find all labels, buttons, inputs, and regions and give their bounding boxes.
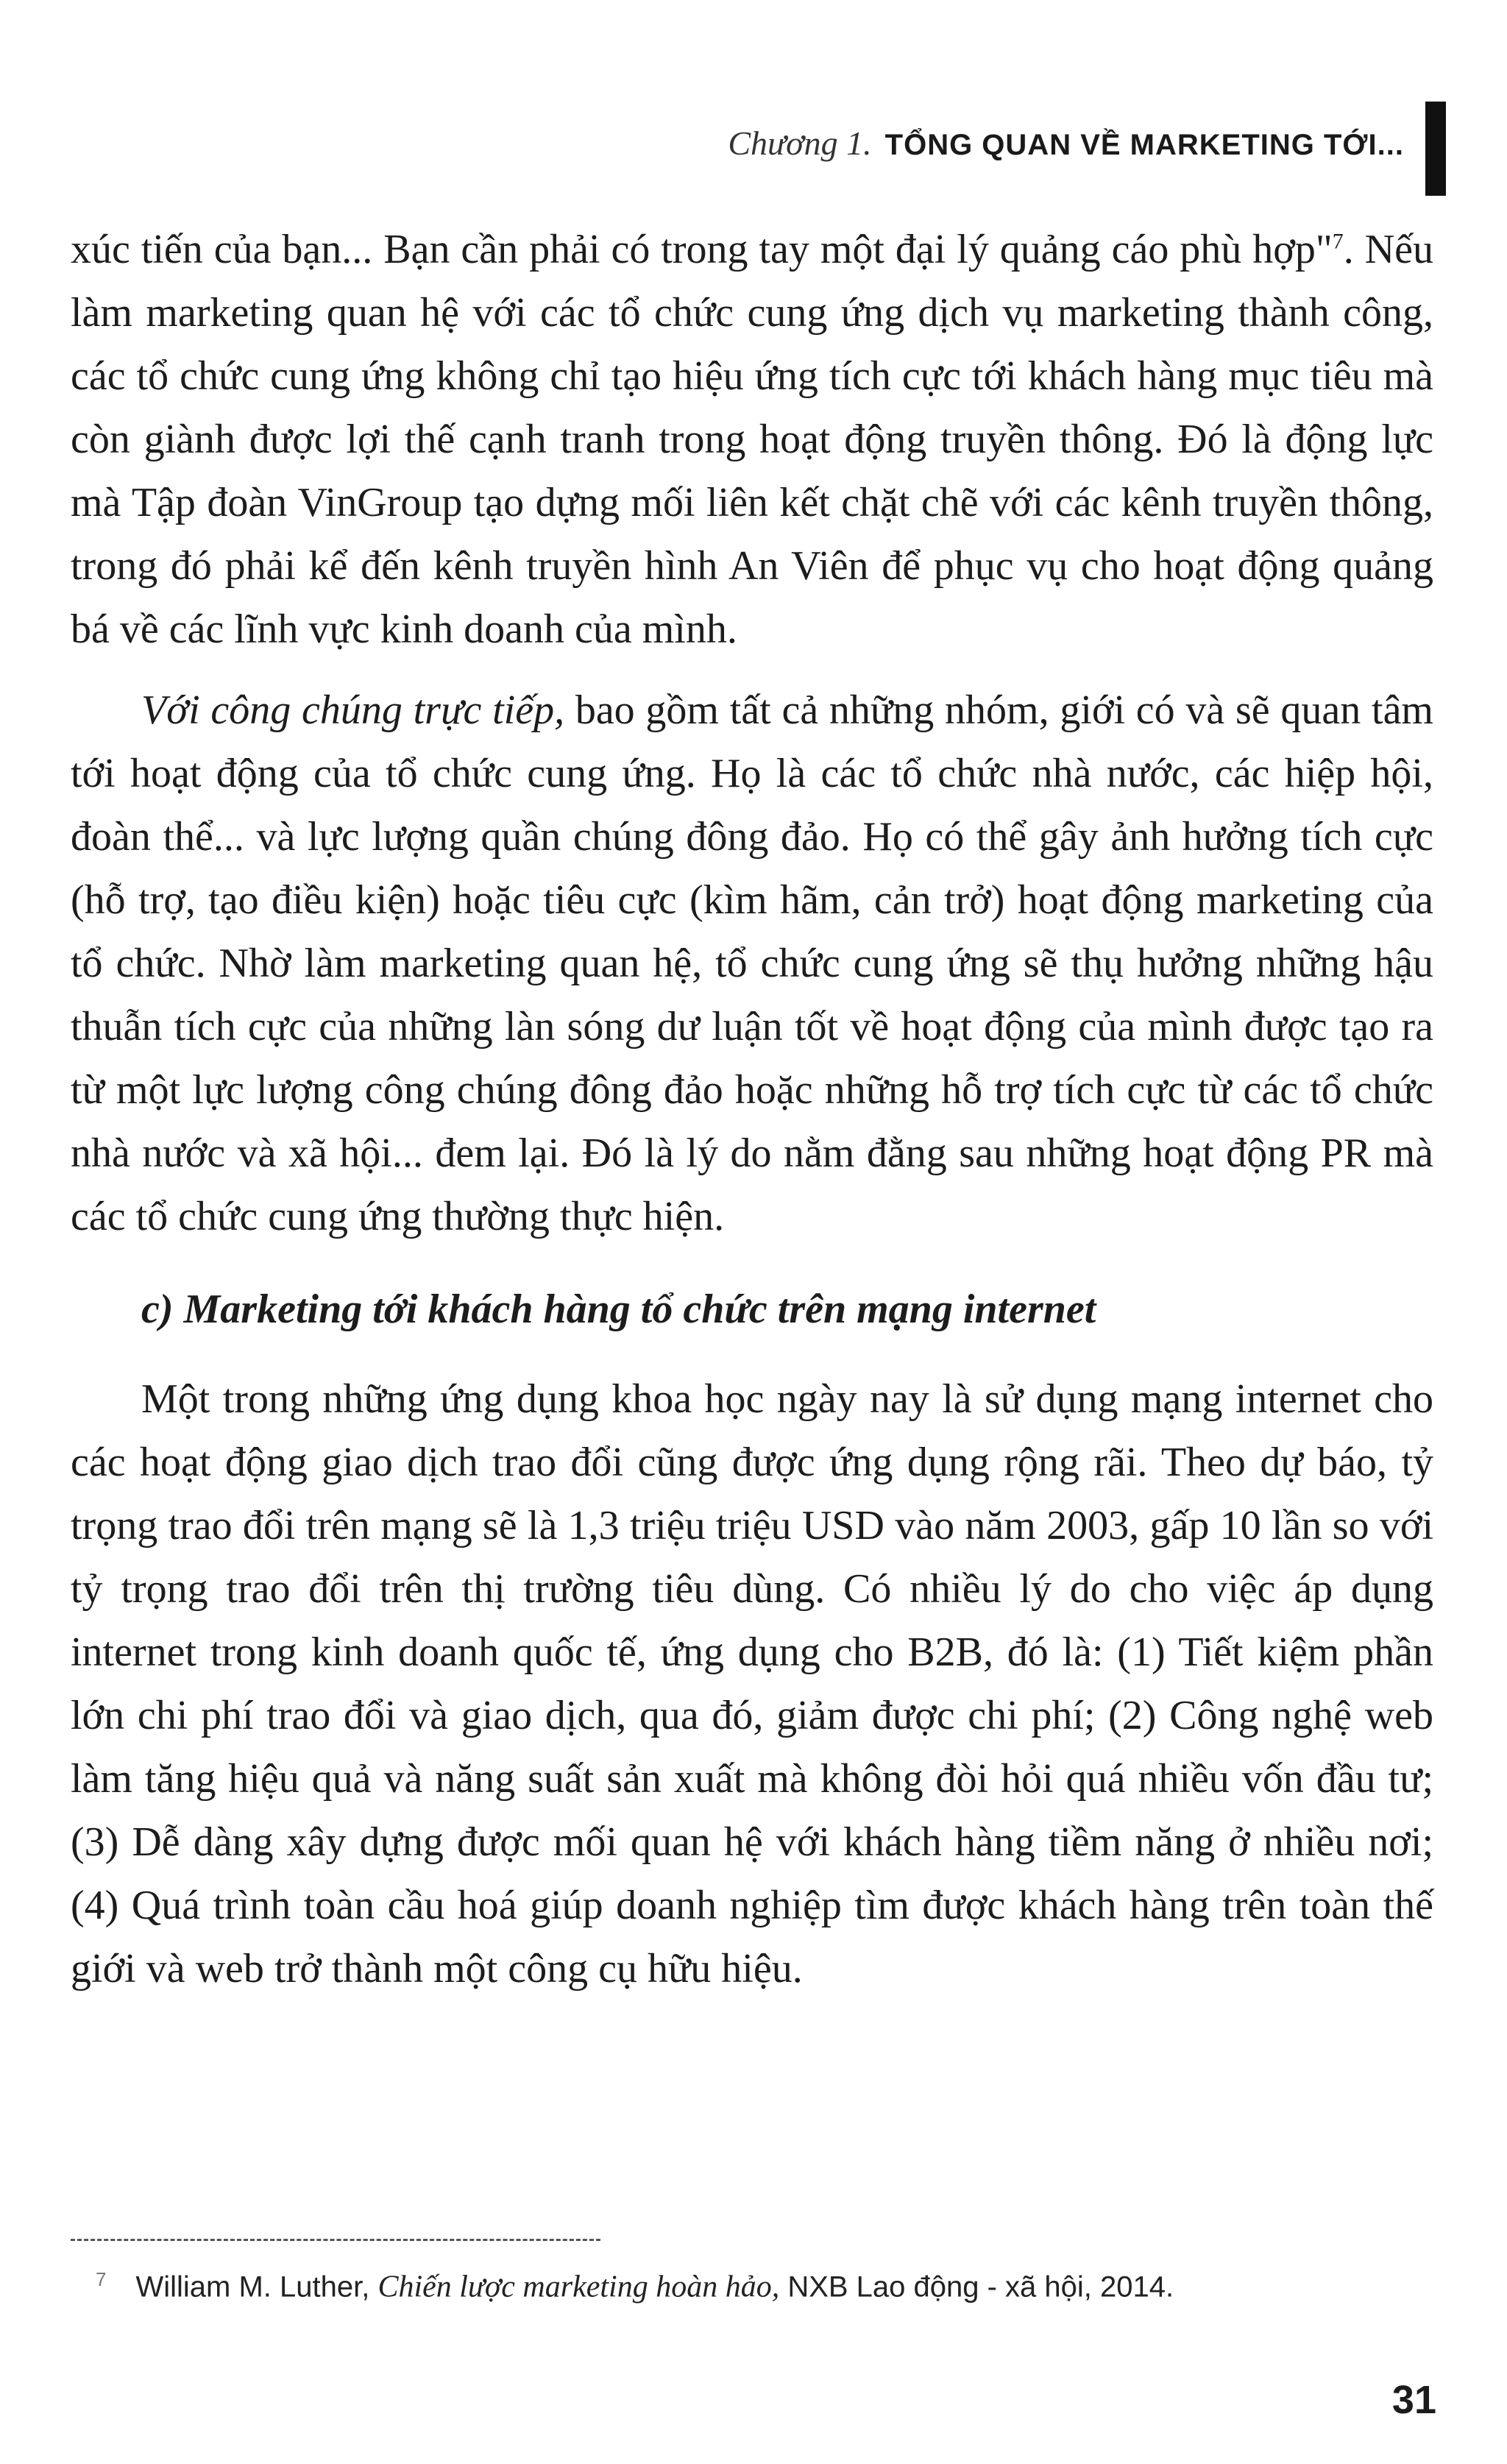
footnote-ref: 7	[1332, 229, 1344, 254]
section-heading: c) Marketing tới khách hàng tổ chức trên mạng internet	[141, 1286, 1096, 1332]
footnote-publisher: NXB Lao động - xã hội, 2014.	[779, 2270, 1174, 2304]
footnote	[96, 2268, 1420, 2304]
chapter-title: TỔNG QUAN VỀ MARKETING TỚI...	[884, 129, 1404, 161]
body-text	[71, 218, 1433, 2000]
paragraph-1-text-b: . Nếu làm marketing quan hệ với các tổ chức cung ứng dịch vụ marketing thành công, các tổ chức cung ứng không chỉ tạo hiệu ứng tích cực tới khách hàng mục tiêu mà còn giành được lợi thế cạnh tranh trong hoạt động truyền thông. Đó là động lực mà Tập đoàn VinGroup tạo dựng mối liên kết chặt chẽ với các kênh truyền thông, trong đó phải kể đến kênh truyền hình An Viên để phục vụ cho hoạt động quảng bá về các lĩnh vực kinh doanh của mình.	[71, 227, 1433, 652]
chapter-label: Chương 1.	[728, 124, 872, 162]
footnote-author: William M. Luther,	[135, 2270, 378, 2304]
page-number: 31	[1391, 2378, 1436, 2422]
running-header	[728, 124, 1404, 163]
thumb-index-bar	[1425, 102, 1446, 196]
paragraph-1-text-a: xúc tiến của bạn... Bạn cần phải có trong tay một đại lý quảng cáo phù hợp"	[71, 227, 1333, 272]
footnote-mark: 7	[96, 2268, 107, 2290]
footnote-divider	[71, 2239, 600, 2241]
paragraph-2-text: bao gồm tất cả những nhóm, giới có và sẽ quan tâm tới hoạt động của tổ chức cung ứng. Họ là các tổ chức nhà nước, các hiệp hội, đoàn thể... và lực lượng quần chúng đông đảo. Họ có thể gây ảnh hưởng tích cực (hỗ trợ, tạo điều kiện) hoặc tiêu cực (kìm hãm, cản trở) hoạt động marketing của tổ chức. Nhờ làm marketing quan hệ, tổ chức cung ứng sẽ thụ hưởng những hậu thuẫn tích cực của những làn sóng dư luận tốt về hoạt động của mình được tạo ra từ một lực lượng công chúng đông đảo hoặc những hỗ trợ tích cực từ các tổ chức nhà nước và xã hội... đem lại. Đó là lý do nằm đằng sau những hoạt động PR mà các tổ chức cung ứng thường thực hiện.	[71, 687, 1433, 1239]
paragraph-3: Một trong những ứng dụng khoa học ngày nay là sử dụng mạng internet cho các hoạt động giao dịch trao đổi cũng được ứng dụng rộng rãi. Theo dự báo, tỷ trọng trao đổi trên mạng sẽ là 1,3 triệu triệu USD vào năm 2003, gấp 10 lần so với tỷ trọng trao đổi trên thị trường tiêu dùng. Có nhiều lý do cho việc áp dụng internet trong kinh doanh quốc tế, ứng dụng cho B2B, đó là: (1) Tiết kiệm phần lớn chi phí trao đổi và giao dịch, qua đó, giảm được chi phí; (2) Công nghệ web làm tăng hiệu quả và năng suất sản xuất mà không đòi hỏi quá nhiều vốn đầu tư; (3) Dễ dàng xây dựng được mối quan hệ với khách hàng tiềm năng ở nhiều nơi; (4) Quá trình toàn cầu hoá giúp doanh nghiệp tìm được khách hàng trên toàn thế giới và web trở thành một công cụ hữu hiệu.	[71, 1376, 1433, 1992]
paragraph-2	[71, 679, 1433, 1248]
footnote-book-title: Chiến lược marketing hoàn hảo,	[377, 2270, 780, 2304]
paragraph-2-lead: Với công chúng trực tiếp,	[141, 687, 565, 733]
paragraph-1	[71, 218, 1433, 661]
